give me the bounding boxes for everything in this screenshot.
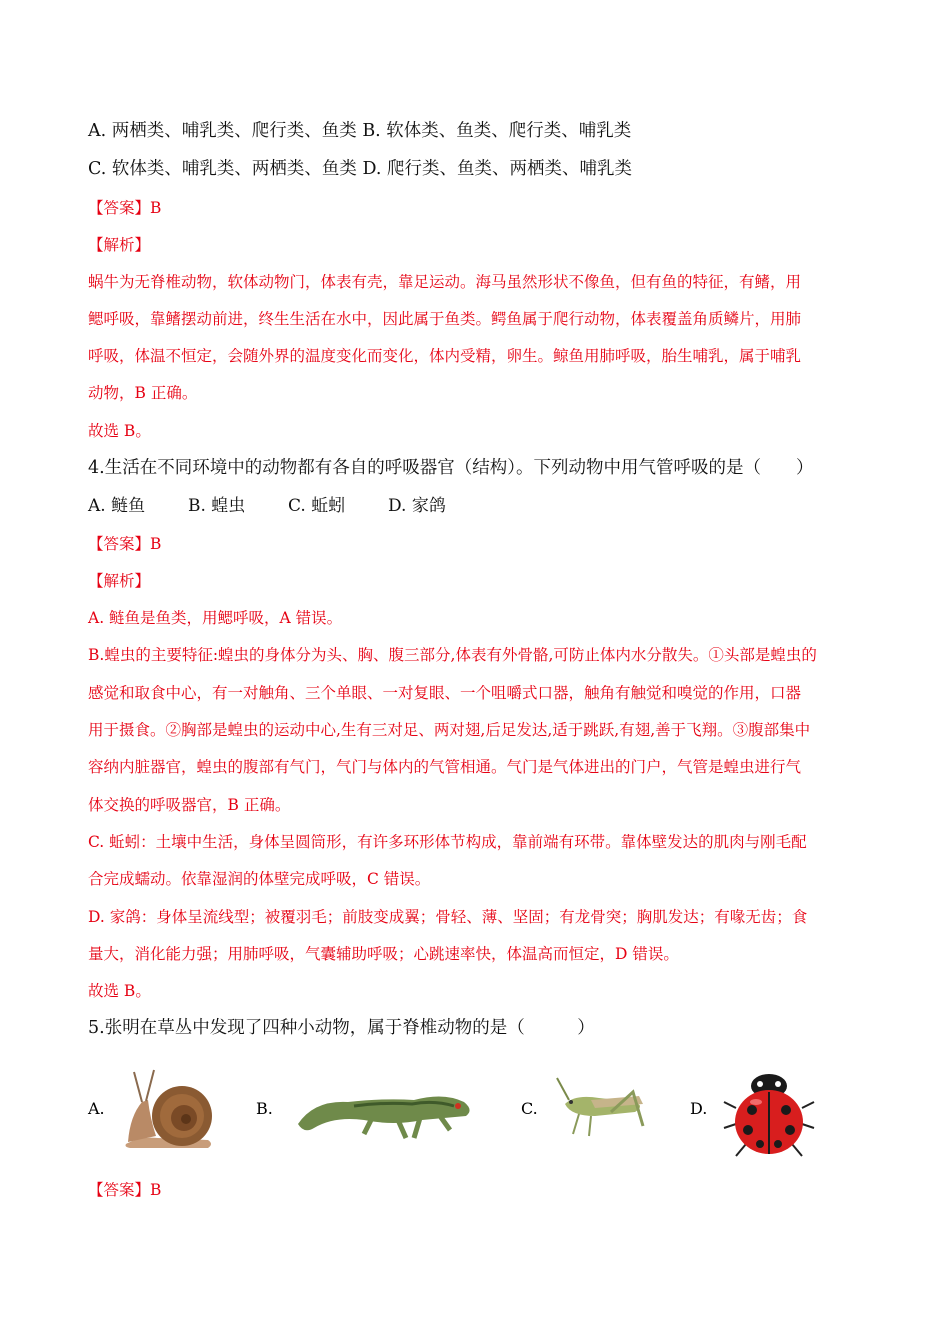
- q4-option-b: B. 蝗虫: [188, 496, 246, 516]
- q4-option-d: D. 家鸽: [388, 496, 446, 516]
- q4-analysis-label: 【解析】: [88, 572, 151, 590]
- snail-image: [120, 1066, 216, 1150]
- q4-analysis-line: 量大，消化能力强；用肺呼吸，气囊辅助呼吸；心跳速率快，体温高而恒定，D 错误。: [88, 945, 679, 963]
- lizard-image: [294, 1080, 476, 1146]
- q3-conclusion: 故选 B。: [88, 422, 151, 440]
- ladybug-image: [722, 1068, 816, 1158]
- grasshopper-image: [555, 1076, 649, 1142]
- q4-analysis-line: 合完成蠕动。依靠湿润的体壁完成呼吸，C 错误。: [88, 870, 431, 888]
- q4-option-c: C. 蚯蚓: [288, 496, 346, 516]
- q3-options-line-1: A. 两栖类、哺乳类、爬行类、鱼类 B. 软体类、鱼类、爬行类、哺乳类: [88, 121, 632, 141]
- q3-analysis-line: 呼吸，体温不恒定，会随外界的温度变化而变化，体内受精，卵生。鲸鱼用肺呼吸，胎生哺乳，属于哺乳: [88, 347, 802, 365]
- q5-option-a-label: A.: [88, 1099, 105, 1118]
- q4-analysis-line: B.蝗虫的主要特征:蝗虫的身体分为头、胸、腹三部分,体表有外骨骼,可防止体内水分散失。①头部是蝗虫的: [88, 646, 817, 664]
- q5-option-c-label: C.: [521, 1099, 538, 1118]
- q4-analysis-line: 用于摄食。②胸部是蝗虫的运动中心,生有三对足、两对翅,后足发达,适于跳跃,有翅,善于飞翔。③腹部集中: [88, 721, 811, 739]
- q4-question: 4.生活在不同环境中的动物都有各自的呼吸器官（结构）。下列动物中用气管呼吸的是（ ）: [88, 458, 814, 478]
- q5-question: 5.张明在草丛中发现了四种小动物，属于脊椎动物的是（ ）: [88, 1018, 595, 1038]
- q5-answer: 【答案】B: [88, 1181, 162, 1199]
- q5-option-b-label: B.: [256, 1099, 273, 1118]
- q4-analysis-line: 感觉和取食中心，有一对触角、三个单眼、一对复眼、一个咀嚼式口器，触角有触觉和嗅觉的作用，口器: [88, 684, 802, 702]
- q4-analysis-line: 容纳内脏器官，蝗虫的腹部有气门，气门与体内的气管相通。气门是气体进出的门户，气管是蝗虫进行气: [88, 758, 802, 776]
- q3-analysis-line: 鳃呼吸，靠鳍摆动前进，终生生活在水中，因此属于鱼类。鳄鱼属于爬行动物，体表覆盖角质鳞片，用肺: [88, 310, 802, 328]
- q3-analysis-line: 动物，B 正确。: [88, 384, 198, 402]
- q5-option-d-label: D.: [690, 1099, 708, 1118]
- q4-answer: 【答案】B: [88, 535, 162, 553]
- q4-analysis-line: 体交换的呼吸器官，B 正确。: [88, 796, 291, 814]
- q3-analysis-label: 【解析】: [88, 236, 151, 254]
- q4-analysis-line: A. 鲢鱼是鱼类，用鳃呼吸，A 错误。: [88, 609, 343, 627]
- q4-analysis-line: D. 家鸽：身体呈流线型；被覆羽毛；前肢变成翼；骨轻、薄、坚固；有龙骨突；胸肌发达；有喙无齿；食: [88, 908, 808, 926]
- q3-analysis-line: 蜗牛为无脊椎动物，软体动物门，体表有壳，靠足运动。海马虽然形状不像鱼，但有鱼的特征，有鳍，用: [88, 273, 802, 291]
- q3-answer: 【答案】B: [88, 199, 162, 217]
- q4-conclusion: 故选 B。: [88, 982, 151, 1000]
- q4-analysis-line: C. 蚯蚓：土壤中生活，身体呈圆筒形，有许多环形体节构成，靠前端有环带。靠体壁发达的肌肉与刚毛配: [88, 833, 807, 851]
- q3-options-line-2: C. 软体类、哺乳类、两栖类、鱼类 D. 爬行类、鱼类、两栖类、哺乳类: [88, 159, 632, 179]
- q4-option-a: A. 鲢鱼: [88, 496, 146, 516]
